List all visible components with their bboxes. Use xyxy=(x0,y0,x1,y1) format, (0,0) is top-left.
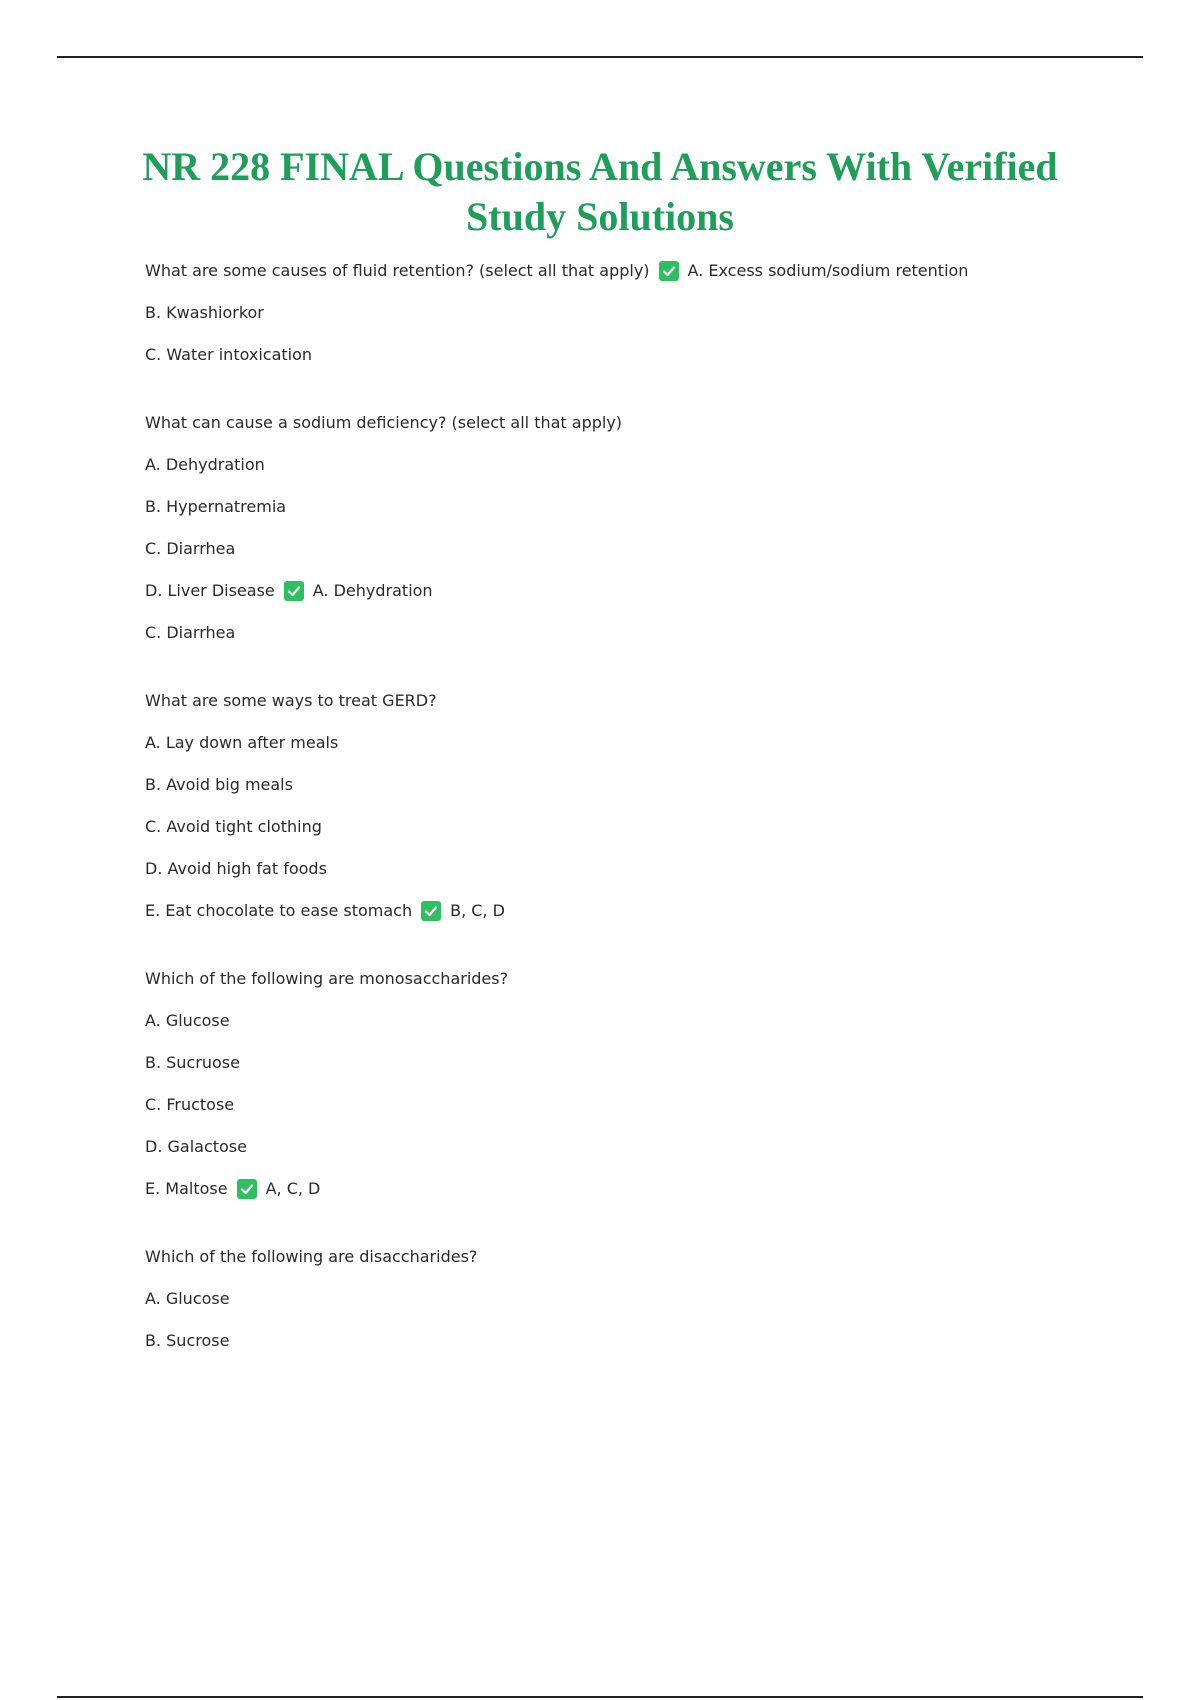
qa-block-4 xyxy=(145,967,1105,1201)
option-line: A. Glucose xyxy=(145,1011,230,1030)
qa-block-1 xyxy=(145,259,1105,367)
answer-line: B. Kwashiorkor xyxy=(145,303,264,322)
qa-content xyxy=(145,259,1105,1397)
option-line: C. Fructose xyxy=(145,1095,235,1114)
option-line: A. Glucose xyxy=(145,1289,230,1308)
option-line xyxy=(145,899,1105,923)
answer-text: B, C, D xyxy=(450,901,505,920)
answer-text: A, C, D xyxy=(265,1179,321,1198)
question-line: What are some ways to treat GERD? xyxy=(145,691,437,710)
option-line: A. Lay down after meals xyxy=(145,733,339,752)
question-line: What can cause a sodium deficiency? (select all that apply) xyxy=(145,413,623,432)
option-text: E. Maltose xyxy=(145,1179,228,1198)
answer-line: C. Diarrhea xyxy=(145,623,236,642)
option-line xyxy=(145,1177,1105,1201)
option-line: B. Hypernatremia xyxy=(145,497,287,516)
title-line-2: Study Solutions xyxy=(466,194,734,239)
qa-block-3 xyxy=(145,689,1105,923)
option-line: B. Sucrose xyxy=(145,1331,230,1350)
question-line: Which of the following are monosaccharides? xyxy=(145,969,509,988)
checkmark-icon xyxy=(284,581,304,601)
option-line: C. Diarrhea xyxy=(145,539,236,558)
title-line-1: NR 228 FINAL Questions And Answers With Verified xyxy=(142,144,1058,189)
document-title xyxy=(120,142,1080,242)
option-line xyxy=(145,579,1105,603)
checkmark-icon xyxy=(237,1179,257,1199)
option-line: D. Avoid high fat foods xyxy=(145,859,327,878)
top-rule xyxy=(57,56,1143,58)
option-line: D. Galactose xyxy=(145,1137,247,1156)
question-text: What are some causes of fluid retention? (select all that apply) xyxy=(145,261,650,280)
question-line xyxy=(145,259,1105,283)
option-line: A. Dehydration xyxy=(145,455,265,474)
option-line: B. Avoid big meals xyxy=(145,775,293,794)
answer-line: C. Water intoxication xyxy=(145,345,313,364)
question-line: Which of the following are disaccharides? xyxy=(145,1247,478,1266)
answer-text: A. Dehydration xyxy=(312,581,433,600)
qa-block-2 xyxy=(145,411,1105,645)
option-text: D. Liver Disease xyxy=(145,581,275,600)
checkmark-icon xyxy=(659,261,679,281)
bottom-rule xyxy=(57,1696,1143,1698)
qa-block-5 xyxy=(145,1245,1105,1353)
checkmark-icon xyxy=(421,901,441,921)
option-text: E. Eat chocolate to ease stomach xyxy=(145,901,413,920)
option-line: C. Avoid tight clothing xyxy=(145,817,322,836)
option-line: B. Sucruose xyxy=(145,1053,240,1072)
answer-text: A. Excess sodium/sodium retention xyxy=(687,261,969,280)
